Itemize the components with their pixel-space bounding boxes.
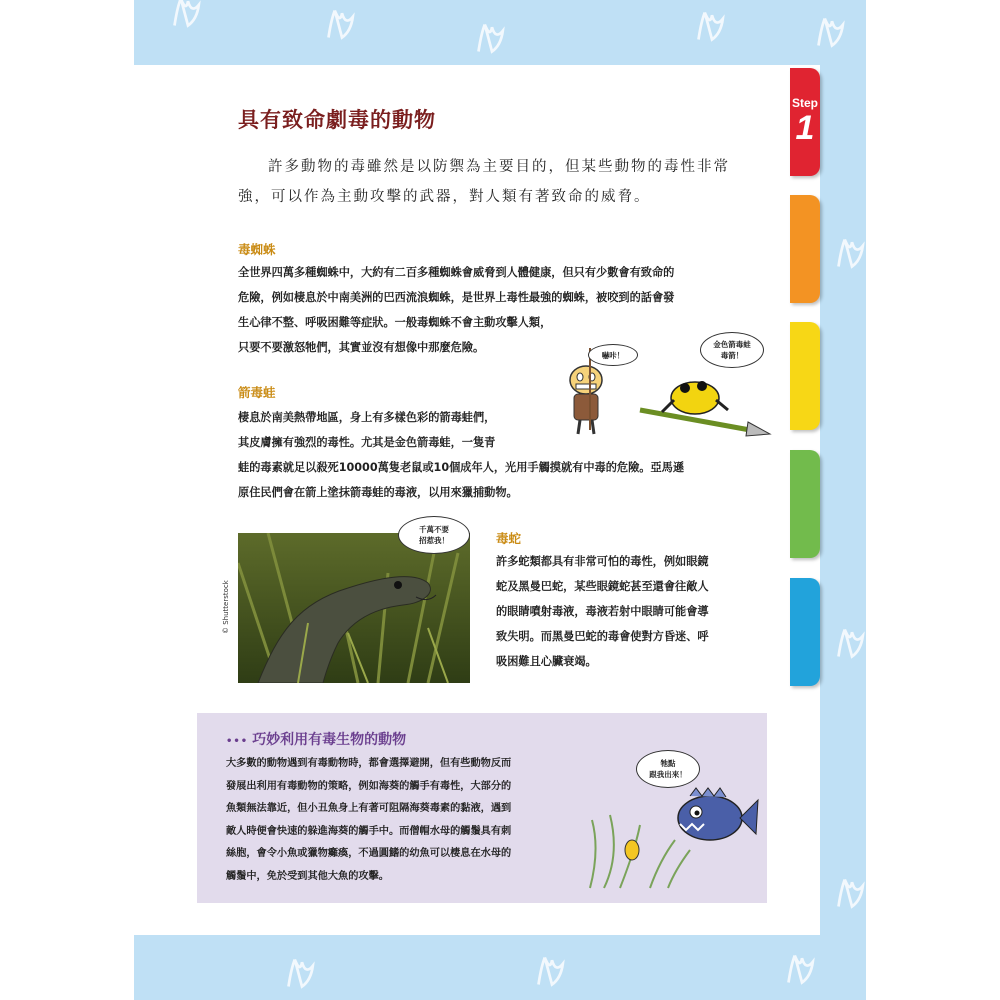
text-line: 危險，例如棲息於中南美洲的巴西流浪蜘蛛，是世界上毒性最強的蜘蛛，被咬到的話會發 [238, 291, 675, 304]
bubble-text: 毒箭！ [720, 351, 744, 360]
angry-fish-icon [678, 788, 758, 840]
text-line: 其皮膚擁有強烈的毒性。尤其是金色箭毒蛙，一隻青 [238, 436, 496, 449]
bubble-text: 跟我出來！ [649, 770, 687, 779]
cartoon-fish-illustration [580, 770, 760, 890]
intro-paragraph: 許多動物的毒雖然是以防禦為主要目的，但某些動物的毒性非常強，可以作為主動攻擊的武器，對人類有著致命的威脅。 [238, 159, 730, 205]
golden-poison-frog-icon [662, 381, 728, 414]
text-line: 魚類無法靠近，但小丑魚身上有著可阻隔海葵毒素的黏液，遇到 [226, 803, 512, 814]
bubble-text: 牠點 [660, 759, 676, 768]
section-heading-snake: 毒蛇 [496, 531, 522, 546]
leaf-decoration-icon [534, 953, 570, 989]
leaf-decoration-icon [324, 6, 360, 42]
background-top-border [134, 0, 866, 65]
bubble-text: 千萬不要 [419, 525, 449, 534]
text-line: 發展出利用有毒動物的策略，例如海葵的觸手有毒性，大部分的 [226, 780, 512, 792]
step-label: Step [791, 96, 818, 110]
text-line: 吸困難且心臟衰竭。 [496, 655, 597, 668]
tab-step-3[interactable] [790, 322, 820, 430]
text-line: 觸鬚中，免於受到其他大魚的攻擊。 [226, 870, 389, 882]
speech-bubble-scared [588, 344, 638, 366]
text-line: 生心律不整、呼吸困難等症狀。一般毒蜘蛛不會主動攻擊人類， [238, 316, 552, 329]
speech-bubble-snake [398, 516, 470, 554]
text-line: 大多數的動物遇到有毒動物時，都會選擇避開，但有些動物反而 [226, 758, 512, 769]
leaf-decoration-icon [694, 8, 730, 44]
info-box-title-text: 巧妙利用有毒生物的動物 [252, 732, 407, 748]
text-line: 致失明。而黑曼巴蛇的毒會使對方昏迷、呼 [496, 630, 709, 643]
background-right-border [820, 65, 866, 935]
leaf-decoration-icon [784, 951, 820, 987]
speech-bubble-fish [636, 750, 700, 788]
text-line: 的眼睛噴射毒液，毒液若射中眼睛可能會導 [496, 605, 709, 618]
leaf-decoration-icon [834, 875, 866, 911]
dots-icon: ••• [226, 736, 249, 747]
black-mamba-photo-icon [238, 533, 470, 683]
section-heading-frog: 箭毒蛙 [238, 385, 276, 400]
text-line: 原住民們會在箭上塗抹箭毒蛙的毒液，以用來獵捕動物。 [238, 486, 518, 499]
speech-bubble-frog-warning [700, 332, 764, 368]
small-fish-icon [625, 840, 639, 860]
text-line: 許多蛇類都具有非常可怕的毒性，例如眼鏡 [496, 555, 709, 568]
text-line: 敵人時便會快速的躲進海葵的觸手中。而僧帽水母的觸鬚具有刺 [226, 825, 512, 837]
bubble-text: 嚇咔！ [601, 350, 625, 360]
snake-photo [238, 533, 470, 683]
text-line: 蛙的毒素就足以殺死10000萬隻老鼠或10個成年人，光用手觸摸就有中毒的危險。亞馬遜 [238, 461, 685, 474]
leaf-decoration-icon [834, 235, 866, 271]
background-bottom-border [134, 935, 866, 1000]
text-line: 只要不要激怒牠們，其實並沒有想像中那麼危險。 [238, 341, 485, 354]
leaf-decoration-icon [284, 955, 320, 991]
step-number: 1 [795, 109, 815, 147]
leaf-decoration-icon [834, 625, 866, 661]
text-line: 全世界四萬多種蜘蛛中，大約有二百多種蜘蛛會威脅到人體健康，但只有少數會有致命的 [238, 266, 675, 279]
section-heading-spider: 毒蜘蛛 [238, 242, 276, 257]
leaf-decoration-icon [814, 14, 850, 50]
leaf-decoration-icon [170, 0, 206, 30]
bubble-text: 金色箭毒蛙 [713, 340, 751, 349]
section-body-snake [496, 549, 766, 674]
tab-step-1[interactable] [790, 68, 820, 176]
tab-step-5[interactable] [790, 578, 820, 686]
tab-step-2[interactable] [790, 195, 820, 303]
photo-credit: © Shutterstock [222, 580, 230, 634]
info-box-title [226, 729, 406, 749]
text-line: 蛇及黑曼巴蛇，某些眼鏡蛇甚至還會往敵人 [496, 580, 709, 593]
leaf-decoration-icon [474, 20, 510, 56]
page-title: 具有致命劇毒的動物 [238, 107, 436, 132]
tab-step-4[interactable] [790, 450, 820, 558]
info-box-body [226, 753, 606, 888]
text-line: 絲胞，會令小魚或獵物癱瘓，不過圓鰭的幼魚可以棲息在水母的 [226, 848, 512, 859]
bubble-text: 招惹我！ [419, 536, 449, 545]
seaweed-icon [590, 815, 690, 888]
text-line: 棲息於南美熱帶地區，身上有多樣色彩的箭毒蛙們， [238, 411, 496, 424]
